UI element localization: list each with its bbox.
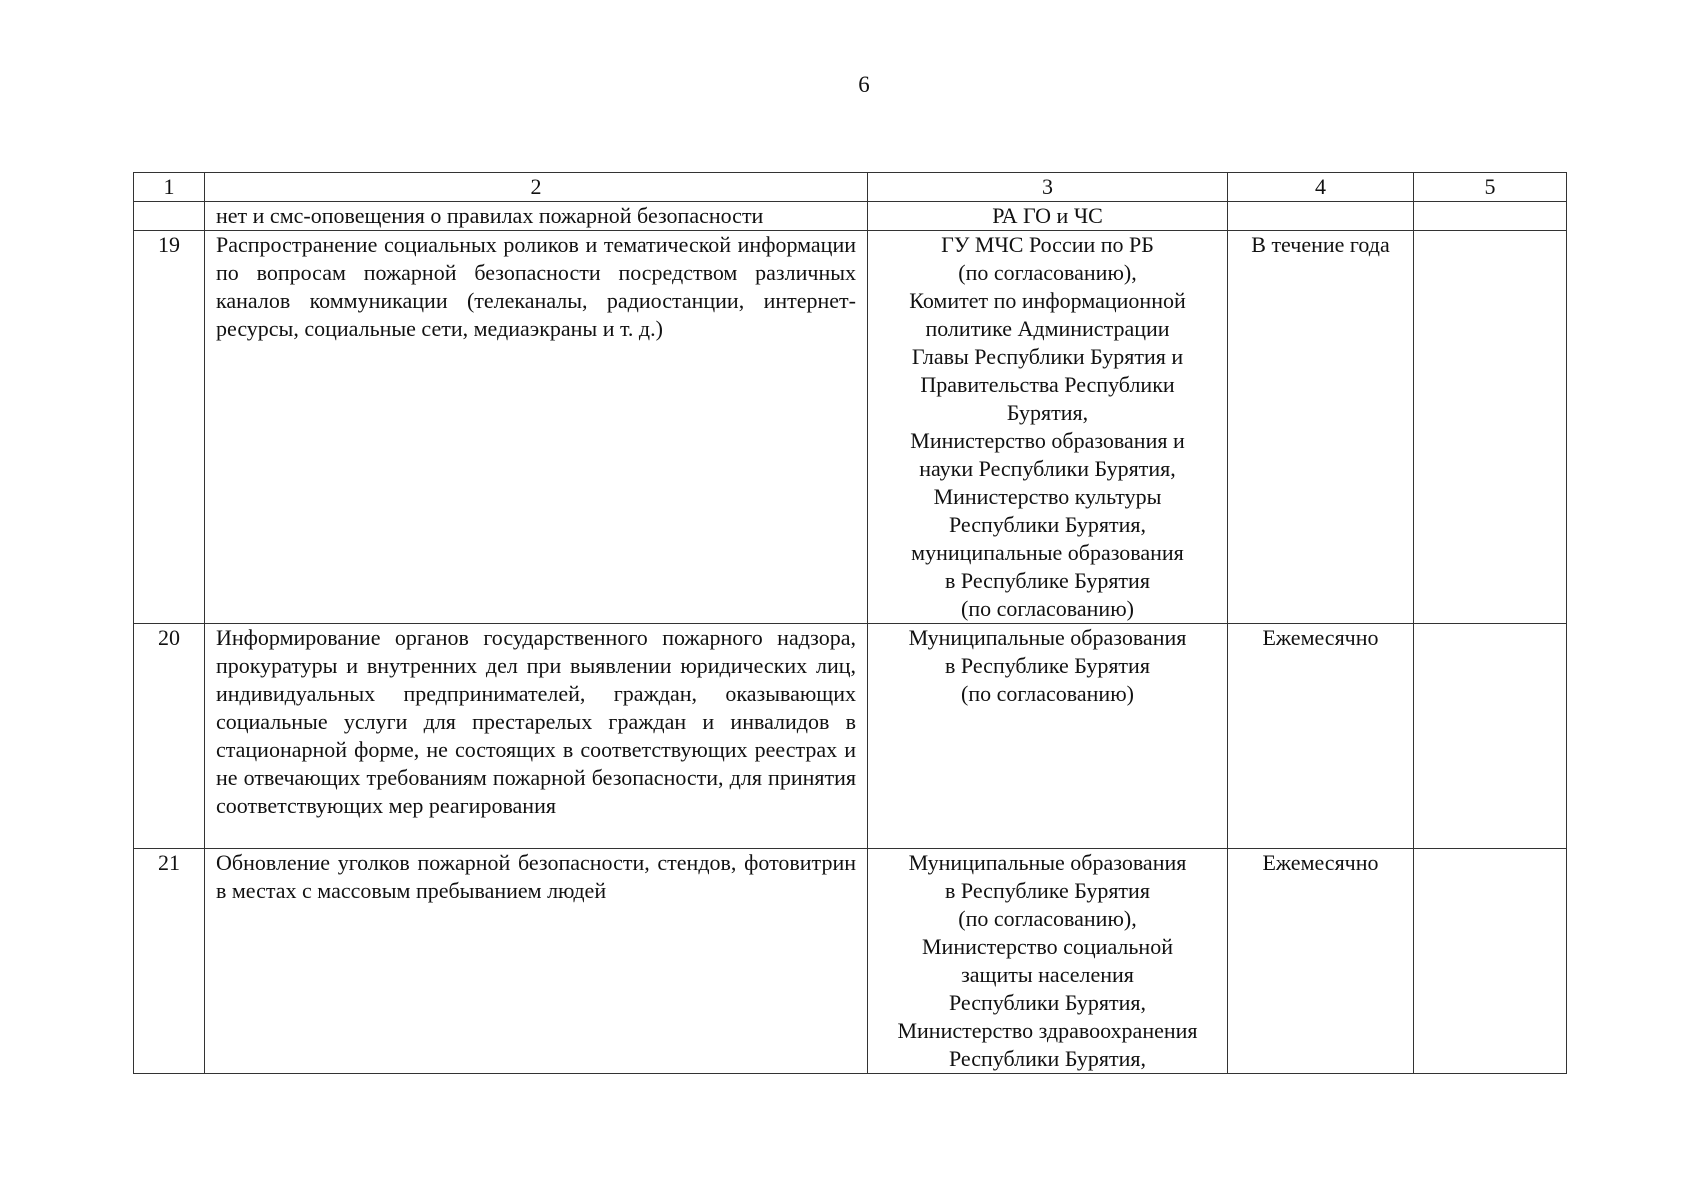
responsible-line: Республики Бурятия, bbox=[948, 1046, 1147, 1071]
responsible-line: Республики Бурятия, bbox=[948, 512, 1147, 537]
table-header-row bbox=[134, 173, 1567, 202]
table-row-continuation bbox=[134, 202, 1567, 231]
row-note bbox=[1414, 231, 1567, 624]
header-col-1: 1 bbox=[134, 173, 205, 202]
responsible-line: (по согласованию) bbox=[961, 681, 1134, 706]
row-responsible: РА ГО и ЧС bbox=[868, 202, 1228, 231]
row-event: Распространение социальных роликов и тематической информации по вопросам пожарной безопасности посредством различных каналов коммуникации (телеканалы, радиостанции, интернет-ресурсы, социальные сети, медиаэкраны и т. д.) bbox=[205, 231, 868, 624]
header-col-4: 4 bbox=[1228, 173, 1414, 202]
responsible-line: Бурятия, bbox=[1006, 400, 1089, 425]
row-term: Ежемесячно bbox=[1228, 624, 1414, 849]
row-event: нет и смс-оповещения о правилах пожарной безопасности bbox=[205, 202, 868, 231]
row-num: 19 bbox=[134, 231, 205, 624]
events-table bbox=[133, 172, 1567, 1074]
responsible-line: Республики Бурятия, bbox=[948, 990, 1147, 1015]
row-responsible bbox=[868, 624, 1228, 849]
table-row bbox=[134, 624, 1567, 849]
row-note bbox=[1414, 624, 1567, 849]
row-event: Информирование органов государственного пожарного надзора, прокуратуры и внутренних дел при выявлении юридических лиц, индивидуальных предпринимателей, граждан, оказывающих социальные услуги для престарелых граждан и инвалидов в стационарной форме, не состоящих в соответствующих реестрах и не отвечающих требованиям пожарной безопасности, для принятия соответствующих мер реагирования bbox=[205, 624, 868, 849]
row-term: В течение года bbox=[1228, 231, 1414, 624]
responsible-line: защиты населения bbox=[961, 962, 1134, 987]
header-col-2: 2 bbox=[205, 173, 868, 202]
row-event: Обновление уголков пожарной безопасности, стендов, фотовитрин в местах с массовым пребыванием людей bbox=[205, 849, 868, 1074]
row-term bbox=[1228, 202, 1414, 231]
responsible-line: Муниципальные образования bbox=[908, 625, 1187, 650]
row-term: Ежемесячно bbox=[1228, 849, 1414, 1074]
row-num: 20 bbox=[134, 624, 205, 849]
header-col-5: 5 bbox=[1414, 173, 1567, 202]
responsible-line: (по согласованию) bbox=[961, 596, 1134, 621]
responsible-line: политике Администрации bbox=[925, 316, 1170, 341]
responsible-line: в Республике Бурятия bbox=[945, 653, 1150, 678]
row-note bbox=[1414, 202, 1567, 231]
row-note bbox=[1414, 849, 1567, 1074]
responsible-line: Министерство социальной bbox=[922, 934, 1173, 959]
responsible-line: Муниципальные образования bbox=[908, 850, 1187, 875]
responsible-line: Комитет по информационной bbox=[909, 288, 1186, 313]
responsible-line: Главы Республики Бурятия и bbox=[911, 344, 1184, 369]
responsible-line: в Республике Бурятия bbox=[945, 878, 1150, 903]
responsible-line: (по согласованию), bbox=[958, 906, 1137, 931]
row-num: 21 bbox=[134, 849, 205, 1074]
responsible-line: Министерство здравоохранения bbox=[897, 1018, 1198, 1043]
responsible-line: Правительства Республики bbox=[920, 372, 1175, 397]
table-row bbox=[134, 849, 1567, 1074]
page-number: 6 bbox=[858, 72, 870, 97]
responsible-line: в Республике Бурятия bbox=[945, 568, 1150, 593]
row-responsible bbox=[868, 849, 1228, 1074]
responsible-line: (по согласованию), bbox=[958, 260, 1137, 285]
header-col-3: 3 bbox=[868, 173, 1228, 202]
responsible-line: ГУ МЧС России по РБ bbox=[941, 232, 1154, 257]
table-row bbox=[134, 231, 1567, 624]
responsible-line: науки Республики Бурятия, bbox=[919, 456, 1176, 481]
responsible-line: муниципальные образования bbox=[911, 540, 1184, 565]
row-responsible bbox=[868, 231, 1228, 624]
responsible-line: Министерство образования и bbox=[910, 428, 1185, 453]
responsible-line: Министерство культуры bbox=[933, 484, 1162, 509]
row-num bbox=[134, 202, 205, 231]
